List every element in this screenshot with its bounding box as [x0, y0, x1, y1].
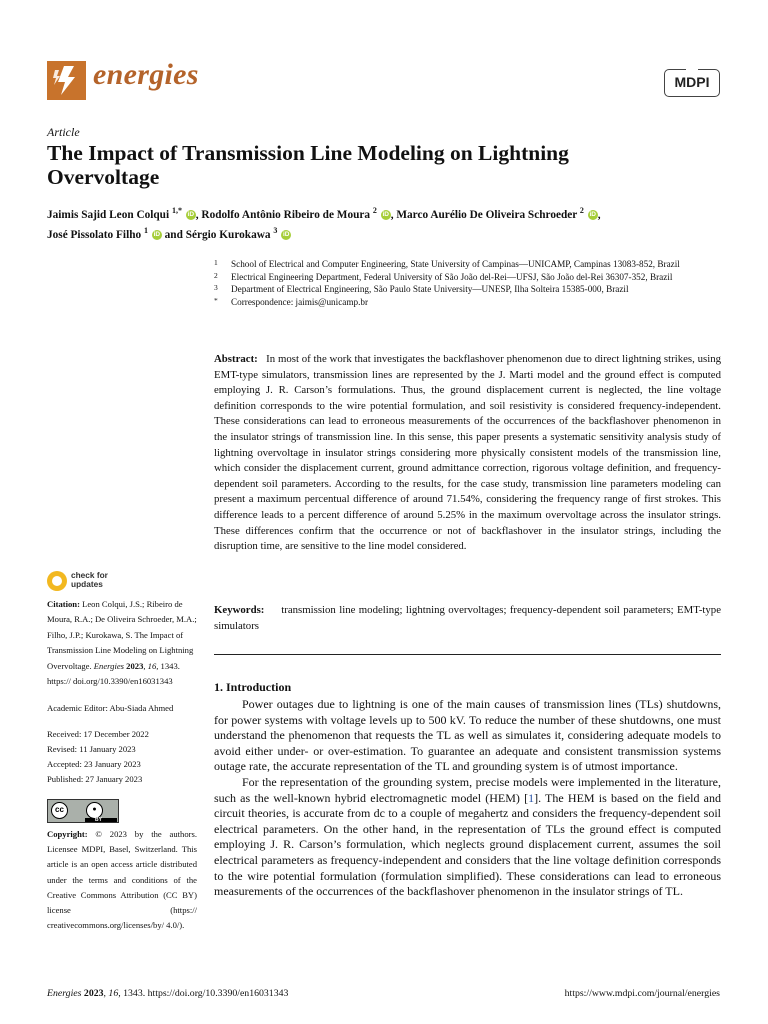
reference-link[interactable]: 1	[528, 790, 535, 805]
published-date: Published: 27 January 2023	[47, 774, 143, 784]
check-for-updates-line2: updates	[71, 579, 103, 589]
affiliation-item	[214, 258, 714, 271]
abstract-text: In most of the work that investigates the backflashover phenomenon due to direct lightning strikes, using EMT-type simulators, transmission lines are represented by the J. Marti model and the ground effect is computed employing J. R. Carson’s formulations. Thus, the ground displacement current is neglected, the line voltage definition corresponds to the wire potential formulation, and soil resistivity is considered frequency-independent. These considerations can lead to erroneous measurements of the occurrences of the backflashover phenomenon in the insulator strings of transmission line. In this sense, this paper presents a systematic sensitivity analysis study of lightning overvoltage in insulator strings considering more physically consistent models of the transmission line, which consider the displacement current, ground admittance correction, rigorous voltage definition, and frequency-dependent soil parameters. According to the results, for the case study, transmission line parameters modeling can present a maximum percentual difference of around 71.54%, considering the frequency range of first strokes. This difference leads to a percent difference of around 5.25% in the maximum overvoltage across the insulator strings. These differences confirm that the occurrence or not of backflashover in the insulator strings, including the disruption time, are sensitive to the line model considered.	[214, 353, 721, 553]
publisher-logo[interactable]: MDPI	[664, 69, 720, 97]
author-list: Jaimis Sajid Leon Colqui $^{1,*}$ iD , Rodolfo Antônio Ribeiro de Moura $^2$ iD , Marco Aurélio De Oliveira Schroeder $^2$ iD , José Pissolato Filho $^1$ iD and Sérgio Kurokawa $^3$ iD	[47, 206, 601, 241]
footer-doi[interactable]: , 1343. https://doi.org/10.3390/en16031343	[118, 988, 289, 999]
orcid-icon[interactable]: iD	[187, 211, 195, 219]
paragraph-text: ]. The HEM is based on the field and circuit theories, is accurate from dc to a couple of megahertz and considers the frequency-dependent soil electrical parameters. On the other hand, in the representation of TLs the ground effect is computed employing J. R. Carson’s formulation, which neglects ground displacement current, assumes the soil electrical parameters as frequency-independent and considers that the line voltage definition corresponds to the wire potential formulation (formulation simplified). These considerations can lead to erroneous measurements of the occurrences of the backflashover phenomenon in the insulator strings of TL.	[214, 790, 722, 899]
citation-label: Citation:	[47, 599, 80, 609]
affiliation-number: *	[214, 295, 218, 305]
cc-by-label: BY	[95, 817, 102, 823]
footer-journal-url[interactable]: https://www.mdpi.com/journal/energies	[564, 988, 720, 999]
copyright-text: © 2023 by the authors. Licensee MDPI, Basel, Switzerland. This article is an open access article distributed under the terms and conditions of the Creative Commons Attribution (CC BY) license (https:// creativecommons.org/licenses/by/ 4.0/).	[47, 829, 197, 931]
author-name: Jaimis Sajid Leon Colqui	[47, 208, 170, 221]
affiliation-text: Electrical Engineering Department, Federal University of São João del-Rei—UFSJ, São João del-Rei 36307-352, Brazil	[231, 271, 673, 282]
introduction-body	[214, 697, 721, 900]
citation-volume: 16	[147, 660, 157, 671]
orcid-icon[interactable]: iD	[589, 211, 596, 219]
affiliation-item	[214, 283, 714, 296]
footer-citation: Energies 2023, 16, 1343. https://doi.org/10.3390/en16031343	[47, 988, 289, 999]
footer-volume: 16	[108, 988, 119, 999]
affiliation-text: School of Electrical and Computer Engineering, State University of Campinas—UNICAMP, Campinas 13083-852, Brazil	[231, 259, 680, 269]
footer-year: 2023	[83, 988, 104, 999]
citation-pages: , 1343. https://	[47, 660, 180, 687]
author-name: José Pissolato Filho	[47, 228, 142, 241]
affiliation-list	[214, 258, 714, 308]
check-for-updates-line1: check for	[71, 570, 108, 580]
check-for-updates-button[interactable]	[71, 571, 108, 589]
author-affil-sup: 2	[372, 206, 377, 215]
creative-commons-icon: cc	[51, 802, 68, 819]
affiliation-item	[214, 271, 714, 284]
journal-name[interactable]: energies	[93, 58, 199, 91]
copyright-notice	[47, 827, 197, 933]
footer-journal: Energies	[47, 988, 82, 999]
author-name: Sérgio Kurokawa	[185, 228, 271, 241]
paragraph-text: For the representation of the grounding system, precise models were implemented in the literature, such as the well-known hybrid electromagnetic model (HEM) [	[214, 774, 721, 805]
check-for-updates-icon-inner	[52, 576, 62, 586]
affiliation-number: 1	[214, 258, 218, 267]
abstract-label: Abstract:	[214, 353, 258, 365]
journal-logo-icon	[47, 61, 86, 100]
accepted-date: Accepted: 23 January 2023	[47, 759, 141, 769]
correspondence	[214, 296, 714, 309]
citation-year: 2023	[126, 660, 144, 671]
author-name: Marco Aurélio De Oliveira Schroeder	[396, 208, 578, 221]
affiliation-text: Department of Electrical Engineering, São Paulo State University—UNESP, Ilha Solteira 15385-000, Brazil	[231, 284, 629, 295]
article-type: Article	[47, 125, 80, 139]
author-affil-sup: 1	[143, 225, 148, 235]
abstract	[214, 352, 721, 555]
publisher-logo-notch	[686, 66, 698, 72]
citation-text: Leon Colqui, J.S.; Ribeiro de Moura, R.A.; De Oliveira Schroeder, M.A.; Filho, J.P.; Kurokawa, S. The Impact of Transmission Line Modeling on Lightning Overvoltage.	[47, 599, 197, 671]
paragraph	[214, 775, 721, 900]
attribution-person-icon: ●	[86, 802, 103, 819]
section-heading: 1. Introduction	[214, 680, 292, 694]
keywords-text: transmission line modeling; lightning overvoltages; frequency-dependent soil parameters; EMT-type simulators	[214, 604, 721, 632]
orcid-icon[interactable]: iD	[153, 230, 161, 238]
affiliation-number: 3	[214, 283, 218, 293]
affiliation-number: 2	[214, 270, 218, 280]
citation-block: Citation: Leon Colqui, J.S.; Ribeiro de Moura, R.A.; De Oliveira Schroeder, M.A.; Filho, J.P.; Kurokawa, S. The Impact of Transmission Line Modeling on Lightning Overvoltage. Energies 2023, 16, 1343. https:// doi.org/10.3390/en16031343	[47, 599, 197, 687]
revised-date: Revised: 11 January 2023	[47, 744, 136, 754]
keywords-label: Keywords:	[214, 604, 265, 616]
section-divider	[214, 654, 721, 655]
citation-journal: Energies	[93, 660, 125, 671]
received-date: Received: 17 December 2022	[47, 729, 149, 739]
orcid-icon[interactable]: iD	[382, 211, 389, 219]
correspondence-text[interactable]: Correspondence: jaimis@unicamp.br	[231, 296, 369, 307]
keywords	[214, 603, 721, 634]
citation-doi-link[interactable]: doi.org/10.3390/en16031343	[73, 676, 173, 687]
author-affil-sup: 1,*	[171, 206, 182, 215]
author-name: Rodolfo Antônio Ribeiro de Moura	[201, 208, 371, 221]
author-affil-sup: 2	[579, 206, 584, 215]
copyright-label: Copyright:	[47, 829, 88, 839]
author-affil-sup: 3	[273, 225, 278, 235]
orcid-icon[interactable]: iD	[282, 230, 290, 238]
article-title: The Impact of Transmission Line Modeling on Lightning Overvoltage	[47, 141, 569, 189]
academic-editor: Academic Editor: Abu-Siada Ahmed	[47, 703, 174, 713]
paragraph: Power outages due to lightning is one of the main causes of transmission lines (TLs) shutdowns, for power systems with voltage levels up to 500 kV. To reduce the number of these shutdowns, one must understand the phenomenon that requests the TL as well as simulates it, considering adequate models to avoid either under- or over-estimation. To guarantee an adequate and consistent transmission systems outage rate, the accurate representation of the TL and grounding system is of utmost importance.	[214, 697, 721, 774]
cc-by-license-badge[interactable]	[47, 799, 119, 823]
